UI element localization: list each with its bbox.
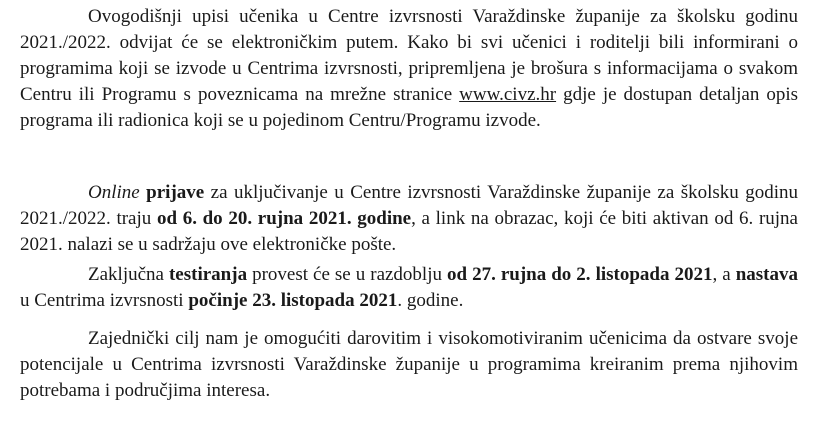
paragraph-online-applications xyxy=(20,180,798,258)
online-word: Online xyxy=(88,182,140,203)
p2-text-a: za uključivanje u Centre izvrsnosti Varaždinske županije za školsku godinu 2021./2022. traju xyxy=(20,182,798,229)
paragraph-testing xyxy=(20,262,798,314)
p4-text: Zajednički cilj nam je omogućiti darovitim i visokomotiviranim učenicima da ostvare svoje potencijale u Centrima izvrsnosti Varaždinske županije u programima kreiranim prema njihovim potrebama i područjima interesa. xyxy=(20,328,798,401)
prijave-word: prijave xyxy=(139,182,205,203)
p3-text-b: provest će se u razdoblju xyxy=(247,264,447,285)
testing-dates: od 27. rujna do 2. listopada 2021 xyxy=(447,264,713,285)
application-dates: od 6. do 20. rujna 2021. godine xyxy=(156,208,412,229)
testiranja-word: testiranja xyxy=(168,264,248,285)
p1-text-b: gdje je dostupan detaljan opis programa ili radionica koji se u pojedinom Centru/Programu izvode. xyxy=(20,84,799,131)
p2-text-b: , a link na obrazac, koji će biti aktivan od 6. rujna 2021. nalazi se u sadržaju ove elektroničke pošte. xyxy=(20,208,798,255)
p3-text-d: u Centrima izvrsnosti xyxy=(20,290,189,311)
p1-text-a: Ovogodišnji upisi učenika u Centre izvrsnosti Varaždinske županije za školsku godinu 2021./2022. odvijat će se elektroničkim putem. Kako bi svi učenici i roditelji bili informirani o programima koji se izvode u Centrima izvrsnosti, pripremljena je brošura s informacijama o svakom Centru ili Programu s poveznicama na mrežne stranice xyxy=(20,6,798,105)
paragraph-enrollment-info xyxy=(20,4,798,134)
paragraph-common-goal xyxy=(20,326,798,404)
p3-text-c: , a xyxy=(712,264,736,285)
p3-text-e: . godine. xyxy=(397,290,464,311)
nastava-word: nastava xyxy=(735,264,798,285)
p3-text-a: Zaključna xyxy=(88,264,169,285)
civz-link[interactable]: www.civz.hr xyxy=(459,84,557,105)
start-date: počinje 23. listopada 2021 xyxy=(188,290,398,311)
